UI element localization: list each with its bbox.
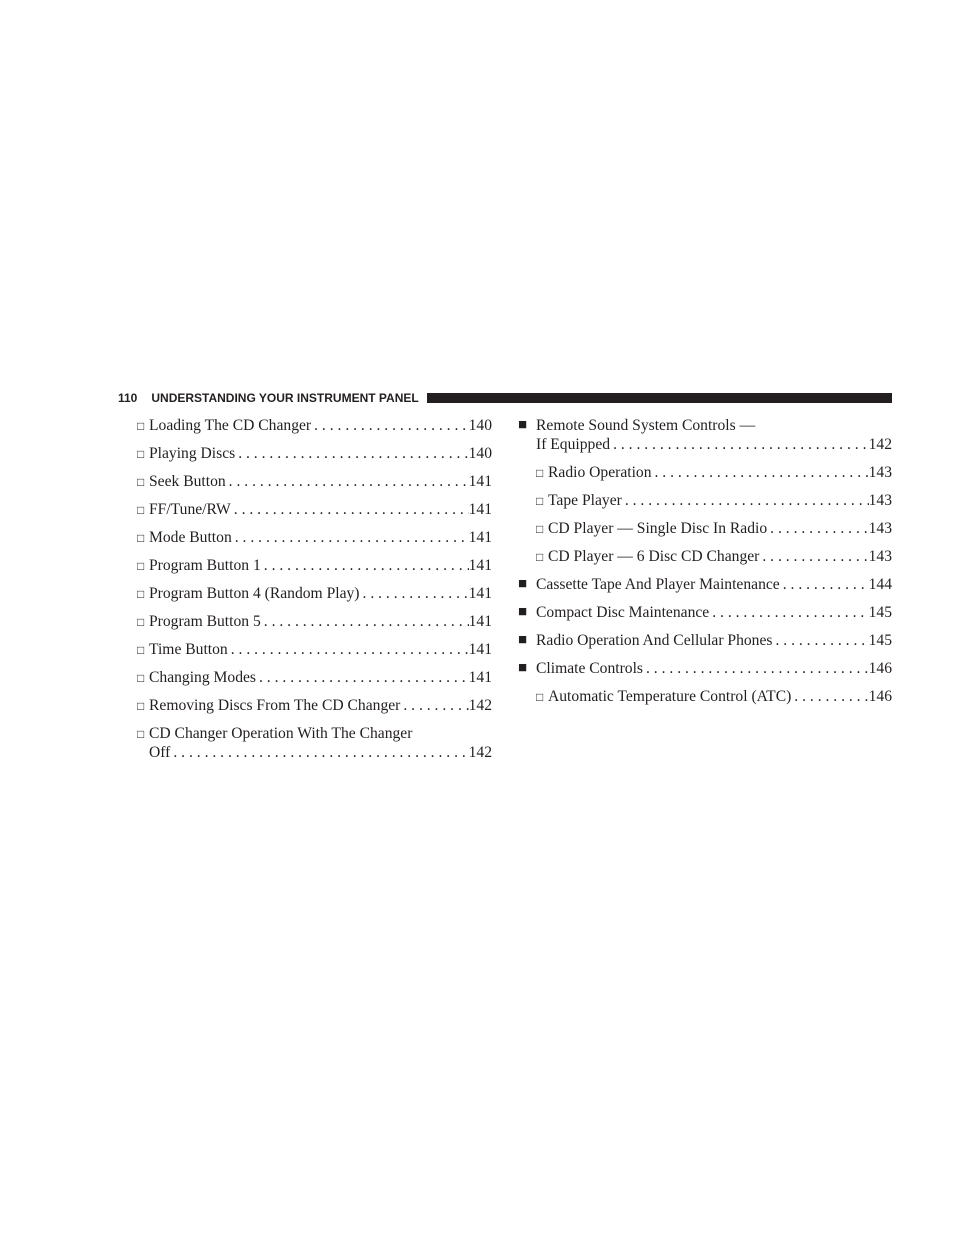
entry-page: 144	[868, 576, 892, 593]
hollow-square-icon: □	[536, 690, 544, 704]
toc-section-entry[interactable]	[518, 416, 892, 454]
toc-entry[interactable]	[137, 416, 492, 435]
entry-page: 143	[868, 548, 892, 565]
hollow-square-icon: □	[137, 447, 145, 461]
dot-leader	[228, 640, 469, 659]
entry-title: FF/Tune/RW	[149, 501, 231, 518]
entry-page: 146	[868, 688, 892, 705]
entry-title: CD Player — Single Disc In Radio	[548, 520, 768, 537]
dot-leader	[622, 491, 869, 510]
section-title: UNDERSTANDING YOUR INSTRUMENT PANEL	[151, 391, 419, 405]
dot-leader	[170, 743, 468, 762]
dot-leader	[261, 612, 469, 631]
entry-title: Mode Button	[149, 529, 232, 546]
hollow-square-icon: □	[137, 587, 145, 601]
toc-entry[interactable]	[536, 491, 892, 510]
entry-title: Tape Player	[548, 492, 622, 509]
dot-leader	[610, 435, 869, 454]
entry-title: Program Button 1	[149, 557, 261, 574]
dot-leader	[256, 668, 469, 687]
toc-entry[interactable]	[137, 472, 492, 491]
entry-page: 145	[868, 632, 892, 649]
toc-section-entry[interactable]	[518, 631, 892, 650]
entry-page: 141	[468, 501, 492, 518]
entry-page: 143	[868, 492, 892, 509]
hollow-square-icon: □	[137, 531, 145, 545]
hollow-square-icon: □	[137, 419, 145, 433]
entry-page: 140	[468, 417, 492, 434]
hollow-square-icon: □	[137, 699, 145, 713]
header-rule	[427, 393, 892, 403]
entry-page: 143	[868, 520, 892, 537]
hollow-square-icon: □	[536, 522, 544, 536]
entry-title: Compact Disc Maintenance	[536, 604, 710, 621]
entry-title: Time Button	[149, 641, 228, 658]
dot-leader	[360, 584, 469, 603]
toc-entry[interactable]	[137, 500, 492, 519]
entry-page: 143	[868, 464, 892, 481]
entry-title: Seek Button	[149, 473, 226, 490]
entry-title: Automatic Temperature Control (ATC)	[548, 688, 792, 705]
entry-title: Radio Operation And Cellular Phones	[536, 632, 773, 649]
filled-square-icon: ■	[518, 632, 528, 648]
toc-entry[interactable]	[137, 584, 492, 603]
toc-entry[interactable]	[536, 687, 892, 706]
toc-entry[interactable]	[536, 519, 892, 538]
toc-entry[interactable]	[137, 444, 492, 463]
toc-section-entry[interactable]	[518, 575, 892, 594]
dot-leader	[226, 472, 469, 491]
hollow-square-icon: □	[137, 727, 145, 741]
dot-leader	[767, 519, 868, 538]
dot-leader	[231, 500, 469, 519]
dot-leader	[759, 547, 868, 566]
entry-page: 141	[468, 641, 492, 658]
entry-title: Changing Modes	[149, 669, 256, 686]
entry-title: Program Button 5	[149, 613, 261, 630]
entry-page: 141	[468, 669, 492, 686]
toc-entry[interactable]	[536, 463, 892, 482]
toc-section-entry[interactable]	[518, 603, 892, 622]
hollow-square-icon: □	[137, 559, 145, 573]
entry-page: 145	[868, 604, 892, 621]
entry-title: Loading The CD Changer	[149, 417, 312, 434]
filled-square-icon: ■	[518, 417, 528, 433]
entry-page: 141	[468, 585, 492, 602]
dot-leader	[791, 687, 868, 706]
entry-page: 141	[468, 613, 492, 630]
toc-entry[interactable]	[137, 696, 492, 715]
filled-square-icon: ■	[518, 660, 528, 676]
entry-page: 141	[468, 473, 492, 490]
entry-title: Removing Discs From The CD Changer	[149, 697, 401, 714]
entry-title: Remote Sound System Controls —	[536, 417, 756, 434]
hollow-square-icon: □	[137, 503, 145, 517]
entry-page: 141	[468, 529, 492, 546]
dot-leader	[780, 575, 869, 594]
entry-page: 142	[868, 436, 892, 453]
toc-entry[interactable]	[137, 640, 492, 659]
dot-leader	[643, 659, 869, 678]
toc-left-column	[137, 416, 492, 771]
dot-leader	[400, 696, 468, 715]
hollow-square-icon: □	[137, 475, 145, 489]
filled-square-icon: ■	[518, 576, 528, 592]
entry-title: Radio Operation	[548, 464, 652, 481]
entry-page: 142	[468, 744, 492, 761]
toc-entry[interactable]	[137, 724, 492, 762]
toc-section-entry[interactable]	[518, 659, 892, 678]
hollow-square-icon: □	[137, 643, 145, 657]
hollow-square-icon: □	[536, 550, 544, 564]
hollow-square-icon: □	[137, 615, 145, 629]
hollow-square-icon: □	[137, 671, 145, 685]
toc-entry[interactable]	[137, 612, 492, 631]
toc-entry[interactable]	[137, 556, 492, 575]
hollow-square-icon: □	[536, 466, 544, 480]
dot-leader	[709, 603, 868, 622]
toc-entry[interactable]	[536, 547, 892, 566]
dot-leader	[772, 631, 868, 650]
entry-title: Cassette Tape And Player Maintenance	[536, 576, 780, 593]
entry-page: 141	[468, 557, 492, 574]
page-number: 110	[118, 391, 138, 405]
entry-title: CD Changer Operation With The Changer	[149, 725, 413, 742]
entry-page: 146	[868, 660, 892, 677]
entry-title: Program Button 4 (Random Play)	[149, 585, 360, 602]
entry-title-continued: Off	[149, 744, 171, 761]
hollow-square-icon: □	[536, 494, 544, 508]
entry-page: 140	[468, 445, 492, 462]
dot-leader	[261, 556, 469, 575]
dot-leader	[652, 463, 869, 482]
entry-title: CD Player — 6 Disc CD Changer	[548, 548, 760, 565]
dot-leader	[311, 416, 468, 435]
entry-title-continued: If Equipped	[536, 436, 611, 453]
toc-entry[interactable]	[137, 668, 492, 687]
filled-square-icon: ■	[518, 604, 528, 620]
toc-right-column	[518, 416, 892, 715]
entry-title: Playing Discs	[149, 445, 236, 462]
dot-leader	[235, 444, 468, 463]
entry-title: Climate Controls	[536, 660, 643, 677]
toc-entry[interactable]	[137, 528, 492, 547]
page-header	[118, 390, 892, 406]
dot-leader	[232, 528, 469, 547]
entry-page: 142	[468, 697, 492, 714]
